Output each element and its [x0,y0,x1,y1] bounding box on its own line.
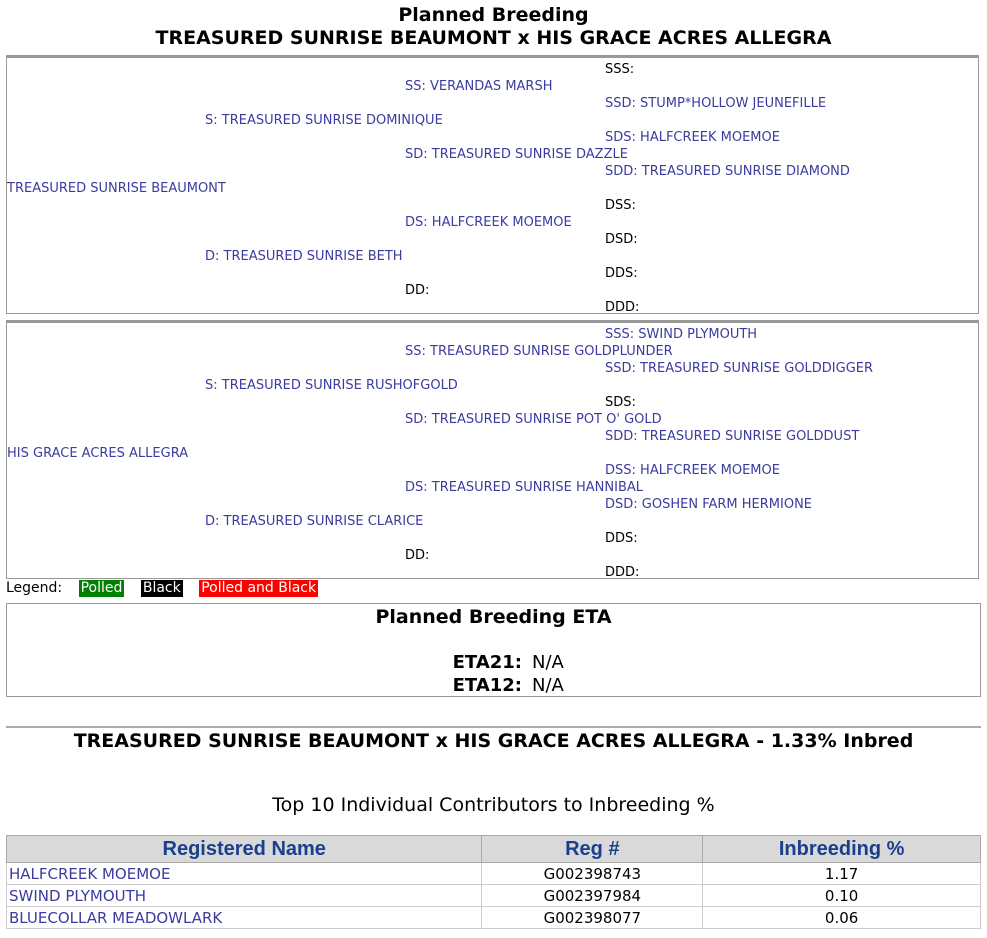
table-row [7,885,981,907]
ped-ds: DS: HALFCREEK MOEMOE [405,215,572,230]
ped-dds: DDS: [605,531,638,546]
ped-dss: DSS: HALFCREEK MOEMOE [605,463,780,478]
legend-polled-black: Polled and Black [201,580,317,596]
ped-sss: SSS: [605,62,635,77]
row-pct: 0.06 [703,907,981,929]
inbreeding-title: TREASURED SUNRISE BEAUMONT x HIS GRACE ACRES ALLEGRA - 1.33% Inbred [73,730,914,752]
ped-dss: DSS: [605,198,636,213]
sire-pedigree-box [6,55,979,314]
contributors-heading: Top 10 Individual Contributors to Inbreeding % [272,794,715,816]
contributors-table [6,835,981,929]
eta21-row: ETA21: N/A [452,652,564,673]
ped-dsd: DSD: GOSHEN FARM HERMIONE [605,497,813,512]
ped-s: S: TREASURED SUNRISE RUSHOFGOLD [205,378,458,393]
ped-d: D: TREASURED SUNRISE BETH [205,249,403,264]
row-reg: G002397984 [482,885,703,907]
row-reg: G002398743 [482,863,703,885]
ped-ssd: SSD: STUMP*HOLLOW JEUNEFILLE [605,96,827,111]
col-inbreeding-pct[interactable]: Inbreeding % [703,836,981,863]
eta12-row: ETA12: N/A [452,675,564,696]
ped-ss: SS: TREASURED SUNRISE GOLDPLUNDER [405,344,673,359]
ped-ddd: DDD: [605,565,640,580]
legend-polled: Polled [80,580,123,596]
row-reg: G002398077 [482,907,703,929]
ped-dd: DD: [405,283,430,298]
row-pct: 1.17 [703,863,981,885]
pairing-title: TREASURED SUNRISE BEAUMONT x HIS GRACE ACRES ALLEGRA [155,27,832,49]
ped-sds: SDS: [605,395,636,410]
col-registered-name[interactable]: Registered Name [7,836,482,863]
legend [6,580,318,597]
eta-title: Planned Breeding ETA [375,606,612,628]
ped-sdd: SDD: TREASURED SUNRISE GOLDDUST [605,429,860,444]
ped-dds: DDS: [605,266,638,281]
ped-sss: SSS: SWIND PLYMOUTH [605,327,758,342]
ped-d: D: TREASURED SUNRISE CLARICE [205,514,424,529]
eta-box [6,603,981,697]
page-title: Planned Breeding [398,4,589,26]
ped-s: S: TREASURED SUNRISE DOMINIQUE [205,113,443,128]
legend-label: Legend: [6,580,63,596]
ped-ssd: SSD: TREASURED SUNRISE GOLDDIGGER [605,361,874,376]
legend-black: Black [142,580,181,596]
ped-sd: SD: TREASURED SUNRISE DAZZLE [405,147,628,162]
row-name-link[interactable]: HALFCREEK MOEMOE [7,863,482,885]
row-name-link[interactable]: SWIND PLYMOUTH [7,885,482,907]
row-pct: 0.10 [703,885,981,907]
ped-dd: DD: [405,548,430,563]
table-row [7,863,981,885]
ped-sds: SDS: HALFCREEK MOEMOE [605,130,780,145]
ped-ddd: DDD: [605,300,640,315]
table-row [7,907,981,929]
ped-ds: DS: TREASURED SUNRISE HANNIBAL [405,480,643,495]
dam-pedigree-box [6,320,979,579]
table-header [7,836,981,863]
ped-sd: SD: TREASURED SUNRISE POT O' GOLD [405,412,662,427]
row-name-link[interactable]: BLUECOLLAR MEADOWLARK [7,907,482,929]
divider [6,726,981,728]
ped-animal[interactable]: TREASURED SUNRISE BEAUMONT [7,181,226,196]
ped-dsd: DSD: [605,232,638,247]
col-reg-number[interactable]: Reg # [482,836,703,863]
ped-animal[interactable]: HIS GRACE ACRES ALLEGRA [7,446,189,461]
ped-ss: SS: VERANDAS MARSH [405,79,553,94]
ped-sdd: SDD: TREASURED SUNRISE DIAMOND [605,164,850,179]
